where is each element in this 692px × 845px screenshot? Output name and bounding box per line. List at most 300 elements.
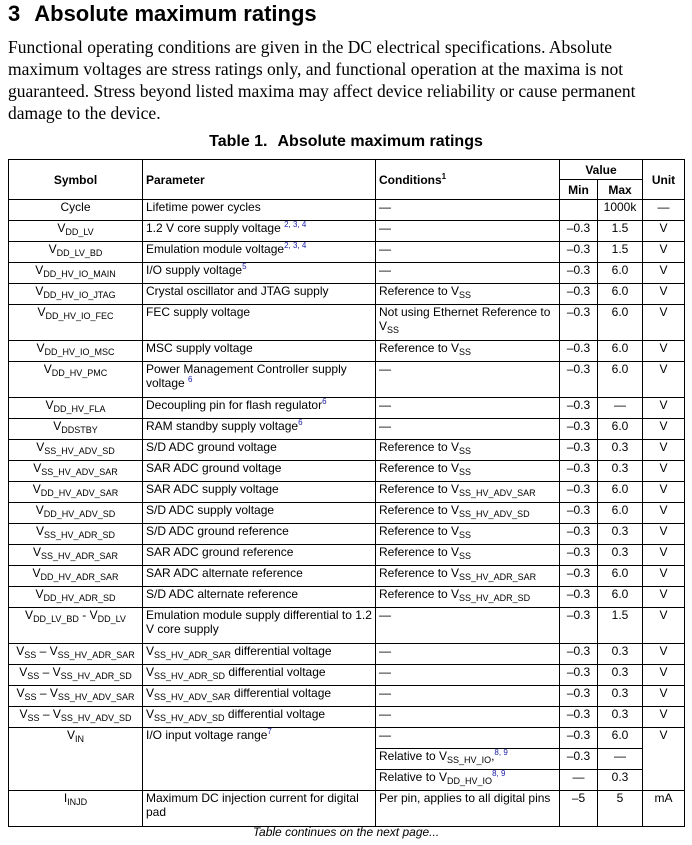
symbol-second-subscript: SS_HV_ADV_SD bbox=[60, 713, 132, 723]
symbol-base: V bbox=[36, 341, 45, 355]
conditions-footnote-ref: 8, 9 bbox=[494, 748, 508, 757]
symbol-cell bbox=[9, 200, 143, 221]
symbol-subscript: DD_HV_ADV_SAR bbox=[40, 488, 119, 498]
header-parameter: Parameter bbox=[143, 160, 376, 200]
min-cell: –0.3 bbox=[560, 284, 598, 305]
parameter-cell bbox=[143, 665, 376, 686]
parameter-subscript: SS_HV_ADR_SD bbox=[154, 671, 226, 681]
symbol-cell bbox=[9, 461, 143, 482]
symbol-subscript: DD_HV_IO_JTAG bbox=[43, 290, 116, 300]
conditions-text: — bbox=[379, 263, 391, 277]
symbol-cell bbox=[9, 791, 143, 827]
min-cell: –5 bbox=[560, 791, 598, 827]
parameter-footnote-ref: 6 bbox=[322, 397, 327, 406]
symbol-subscript: DD_HV_ADR_SD bbox=[43, 593, 116, 603]
table-row bbox=[9, 461, 685, 482]
parameter-text: 1.2 V core supply voltage bbox=[146, 221, 285, 235]
parameter-subscript: SS_HV_ADV_SD bbox=[154, 713, 225, 723]
conditions-text: Reference to V bbox=[379, 503, 460, 517]
table-row bbox=[9, 566, 685, 587]
table-row bbox=[9, 587, 685, 608]
parameter-cell bbox=[143, 398, 376, 419]
table-caption bbox=[0, 132, 692, 152]
conditions-text: — bbox=[379, 200, 391, 214]
header-unit: Unit bbox=[643, 160, 685, 200]
conditions-subscript: SS bbox=[459, 446, 472, 456]
min-cell: –0.3 bbox=[560, 398, 598, 419]
unit-cell: V bbox=[643, 503, 685, 524]
table-row bbox=[9, 263, 685, 284]
max-cell: 6.0 bbox=[598, 587, 643, 608]
unit-cell: V bbox=[643, 461, 685, 482]
parameter-text: S/D ADC alternate reference bbox=[146, 587, 299, 601]
conditions-footnote-ref: 8, 9 bbox=[492, 769, 506, 778]
parameter-cell bbox=[143, 305, 376, 341]
symbol-subscript: IN bbox=[75, 734, 84, 744]
conditions-text: Relative to V bbox=[379, 749, 448, 763]
unit-cell: V bbox=[643, 305, 685, 341]
conditions-cell bbox=[376, 545, 560, 566]
symbol-subscript: DD_HV_IO_FEC bbox=[45, 311, 114, 321]
conditions-subscript: SS_HV_ADV_SD bbox=[459, 509, 530, 519]
parameter-text: SAR ADC ground reference bbox=[146, 545, 294, 559]
table-row bbox=[9, 341, 685, 362]
unit-cell: V bbox=[643, 221, 685, 242]
conditions-text: — bbox=[379, 221, 391, 235]
table-row bbox=[9, 728, 685, 749]
table-row bbox=[9, 503, 685, 524]
min-cell: –0.3 bbox=[560, 242, 598, 263]
parameter-text: S/D ADC ground voltage bbox=[146, 440, 277, 454]
conditions-cell bbox=[376, 263, 560, 284]
unit-cell: V bbox=[643, 665, 685, 686]
unit-cell: V bbox=[643, 263, 685, 284]
parameter-cell bbox=[143, 482, 376, 503]
symbol-subscript: SS_HV_ADV_SAR bbox=[41, 467, 118, 477]
unit-cell: V bbox=[643, 707, 685, 728]
symbol-subscript: DDSTBY bbox=[61, 425, 98, 435]
header-conditions-note: 1 bbox=[441, 171, 447, 181]
symbol-base: V bbox=[32, 482, 41, 496]
parameter-text: V bbox=[146, 665, 155, 679]
max-cell: 6.0 bbox=[598, 284, 643, 305]
conditions-text: Reference to V bbox=[379, 566, 460, 580]
continuation-note: Table continues on the next page... bbox=[252, 825, 440, 839]
table-row bbox=[9, 791, 685, 827]
symbol-base: V bbox=[16, 686, 25, 700]
symbol-cell bbox=[9, 665, 143, 686]
parameter-subscript: SS_HV_ADR_SAR bbox=[154, 650, 232, 660]
parameter-text: Emulation module supply differential to 1.2 V core supply bbox=[146, 608, 372, 636]
symbol-base: V bbox=[48, 242, 57, 256]
parameter-footnote-ref: 2, 3, 4 bbox=[284, 241, 307, 250]
conditions-cell bbox=[376, 770, 560, 791]
symbol-cell bbox=[9, 545, 143, 566]
max-cell: 1000k bbox=[598, 200, 643, 221]
parameter-cell bbox=[143, 545, 376, 566]
conditions-tail: , bbox=[491, 749, 495, 763]
parameter-text: I/O input voltage range bbox=[146, 728, 268, 742]
conditions-cell bbox=[376, 728, 560, 749]
parameter-cell bbox=[143, 524, 376, 545]
max-cell: 6.0 bbox=[598, 728, 643, 749]
symbol-base: V bbox=[33, 461, 42, 475]
symbol-cell bbox=[9, 263, 143, 284]
parameter-footnote-ref: 6 bbox=[188, 375, 193, 384]
conditions-text: — bbox=[379, 242, 391, 256]
conditions-text: — bbox=[379, 398, 391, 412]
symbol-cell bbox=[9, 398, 143, 419]
conditions-cell bbox=[376, 566, 560, 587]
conditions-text: Not using Ethernet Reference to V bbox=[379, 305, 551, 333]
symbol-cell bbox=[9, 362, 143, 398]
symbol-cell bbox=[9, 242, 143, 263]
table-row bbox=[9, 242, 685, 263]
max-cell: 0.3 bbox=[598, 770, 643, 791]
min-cell: –0.3 bbox=[560, 566, 598, 587]
parameter-tail: differential voltage bbox=[225, 665, 326, 679]
parameter-cell bbox=[143, 440, 376, 461]
conditions-cell bbox=[376, 362, 560, 398]
max-cell: 5 bbox=[598, 791, 643, 827]
parameter-cell bbox=[143, 503, 376, 524]
symbol-base: V bbox=[25, 608, 34, 622]
min-cell: –0.3 bbox=[560, 305, 598, 341]
min-cell bbox=[560, 200, 598, 221]
min-cell: –0.3 bbox=[560, 440, 598, 461]
unit-cell: mA bbox=[643, 791, 685, 827]
table-row bbox=[9, 524, 685, 545]
unit-cell: V bbox=[643, 608, 685, 644]
min-cell: — bbox=[560, 770, 598, 791]
symbol-cell bbox=[9, 482, 143, 503]
conditions-cell bbox=[376, 524, 560, 545]
conditions-text: Relative to V bbox=[379, 770, 448, 784]
parameter-text: V bbox=[146, 686, 155, 700]
ratings-table bbox=[8, 159, 685, 827]
conditions-cell bbox=[376, 749, 560, 770]
parameter-text: SAR ADC alternate reference bbox=[146, 566, 303, 580]
conditions-text: — bbox=[379, 644, 391, 658]
conditions-text: — bbox=[379, 686, 391, 700]
conditions-subscript: SS_HV_IO bbox=[447, 755, 492, 765]
table-title: Absolute maximum ratings bbox=[277, 133, 483, 150]
min-cell: –0.3 bbox=[560, 686, 598, 707]
max-cell: 6.0 bbox=[598, 566, 643, 587]
symbol-second-subscript: SS_HV_ADR_SD bbox=[60, 671, 132, 681]
min-cell: –0.3 bbox=[560, 608, 598, 644]
symbol-subscript: SS bbox=[27, 713, 40, 723]
table-row bbox=[9, 665, 685, 686]
min-cell: –0.3 bbox=[560, 644, 598, 665]
conditions-text: — bbox=[379, 362, 391, 376]
symbol-base: V bbox=[35, 524, 44, 538]
symbol-cell bbox=[9, 644, 143, 665]
unit-cell: V bbox=[643, 341, 685, 362]
header-conditions bbox=[376, 160, 560, 200]
unit-cell: V bbox=[643, 545, 685, 566]
table-row bbox=[9, 284, 685, 305]
symbol-base: V bbox=[37, 305, 46, 319]
parameter-cell bbox=[143, 419, 376, 440]
max-cell: 6.0 bbox=[598, 503, 643, 524]
parameter-text: RAM standby supply voltage bbox=[146, 419, 299, 433]
max-cell: 6.0 bbox=[598, 263, 643, 284]
parameter-cell bbox=[143, 341, 376, 362]
conditions-subscript: SS_HV_ADR_SD bbox=[459, 593, 531, 603]
unit-cell: V bbox=[643, 242, 685, 263]
symbol-cell bbox=[9, 566, 143, 587]
unit-cell: V bbox=[643, 686, 685, 707]
symbol-base: V bbox=[32, 566, 41, 580]
symbol-base: V bbox=[36, 440, 45, 454]
conditions-subscript: SS bbox=[459, 467, 472, 477]
symbol-subscript: DD_HV_ADR_SAR bbox=[40, 572, 119, 582]
parameter-cell bbox=[143, 221, 376, 242]
header-value: Value bbox=[560, 160, 643, 180]
max-cell: 0.3 bbox=[598, 461, 643, 482]
conditions-cell bbox=[376, 221, 560, 242]
table-row bbox=[9, 686, 685, 707]
conditions-text: Reference to V bbox=[379, 587, 460, 601]
symbol-base: I bbox=[63, 791, 68, 805]
symbol-cell bbox=[9, 284, 143, 305]
parameter-text: Crystal oscillator and JTAG supply bbox=[146, 284, 329, 298]
conditions-subscript: SS bbox=[459, 530, 472, 540]
conditions-text: Reference to V bbox=[379, 440, 460, 454]
symbol-subscript: DD_HV_PMC bbox=[51, 368, 108, 378]
table-row bbox=[9, 305, 685, 341]
table-label: Table 1. bbox=[209, 133, 268, 150]
symbol-cell bbox=[9, 305, 143, 341]
min-cell: –0.3 bbox=[560, 545, 598, 566]
unit-cell: V bbox=[643, 440, 685, 461]
parameter-text: Emulation module voltage bbox=[146, 242, 285, 256]
max-cell: 6.0 bbox=[598, 482, 643, 503]
symbol-second: – V bbox=[39, 707, 61, 721]
symbol-base: V bbox=[66, 728, 75, 742]
max-cell: — bbox=[598, 398, 643, 419]
table-row bbox=[9, 545, 685, 566]
conditions-text: — bbox=[379, 608, 391, 622]
min-cell: –0.3 bbox=[560, 749, 598, 770]
unit-cell: V bbox=[643, 398, 685, 419]
min-cell: –0.3 bbox=[560, 524, 598, 545]
max-cell: 0.3 bbox=[598, 707, 643, 728]
max-cell: 6.0 bbox=[598, 419, 643, 440]
parameter-text: V bbox=[146, 644, 155, 658]
conditions-subscript: SS bbox=[387, 325, 400, 335]
parameter-footnote-ref: 5 bbox=[242, 262, 247, 271]
parameter-text: Power Management Controller supply voltage bbox=[146, 362, 347, 390]
max-cell: 0.3 bbox=[598, 440, 643, 461]
parameter-text: SAR ADC ground voltage bbox=[146, 461, 282, 475]
parameter-cell bbox=[143, 461, 376, 482]
conditions-text: Reference to V bbox=[379, 461, 460, 475]
symbol-subscript: DD_LV_BD bbox=[33, 614, 79, 624]
conditions-text: — bbox=[379, 707, 391, 721]
parameter-cell bbox=[143, 587, 376, 608]
min-cell: –0.3 bbox=[560, 221, 598, 242]
parameter-text: MSC supply voltage bbox=[146, 341, 253, 355]
symbol-second-subscript: DD_LV bbox=[97, 614, 126, 624]
conditions-cell bbox=[376, 707, 560, 728]
conditions-cell bbox=[376, 440, 560, 461]
conditions-cell: Per pin, applies to all digital pins bbox=[376, 791, 560, 827]
parameter-tail: differential voltage bbox=[224, 707, 326, 721]
max-cell: 0.3 bbox=[598, 644, 643, 665]
parameter-cell bbox=[143, 284, 376, 305]
table-row bbox=[9, 200, 685, 221]
unit-cell: V bbox=[643, 284, 685, 305]
symbol-cell bbox=[9, 524, 143, 545]
symbol-subscript: SS bbox=[27, 671, 40, 681]
header-symbol: Symbol bbox=[9, 160, 143, 200]
max-cell: 6.0 bbox=[598, 305, 643, 341]
parameter-cell bbox=[143, 263, 376, 284]
min-cell: –0.3 bbox=[560, 419, 598, 440]
symbol-cell bbox=[9, 419, 143, 440]
symbol-cell bbox=[9, 341, 143, 362]
symbol-cell bbox=[9, 503, 143, 524]
parameter-cell bbox=[143, 686, 376, 707]
conditions-text: — bbox=[379, 665, 391, 679]
min-cell: –0.3 bbox=[560, 263, 598, 284]
symbol-base: V bbox=[45, 398, 54, 412]
conditions-subscript: SS bbox=[459, 551, 472, 561]
conditions-cell bbox=[376, 608, 560, 644]
max-cell: 1.5 bbox=[598, 242, 643, 263]
conditions-cell bbox=[376, 242, 560, 263]
symbol-second: – V bbox=[36, 686, 58, 700]
symbol-second: – V bbox=[39, 665, 61, 679]
parameter-footnote-ref: 7 bbox=[267, 727, 272, 736]
symbol-subscript: DD_HV_IO_MSC bbox=[44, 347, 115, 357]
unit-cell: V bbox=[643, 644, 685, 665]
conditions-cell bbox=[376, 665, 560, 686]
symbol-base: V bbox=[16, 644, 25, 658]
max-cell: 0.3 bbox=[598, 545, 643, 566]
min-cell: –0.3 bbox=[560, 482, 598, 503]
parameter-cell bbox=[143, 707, 376, 728]
conditions-cell bbox=[376, 482, 560, 503]
conditions-cell bbox=[376, 461, 560, 482]
table-row bbox=[9, 221, 685, 242]
symbol-base: V bbox=[57, 221, 66, 235]
conditions-subscript: SS bbox=[459, 347, 472, 357]
table-row bbox=[9, 362, 685, 398]
min-cell: –0.3 bbox=[560, 728, 598, 749]
max-cell: 6.0 bbox=[598, 362, 643, 398]
conditions-cell bbox=[376, 419, 560, 440]
parameter-text: FEC supply voltage bbox=[146, 305, 251, 319]
symbol-base: V bbox=[19, 665, 28, 679]
max-cell: 0.3 bbox=[598, 686, 643, 707]
symbol-base: V bbox=[43, 362, 52, 376]
parameter-cell bbox=[143, 644, 376, 665]
parameter-text: Lifetime power cycles bbox=[146, 200, 261, 214]
conditions-text: Reference to V bbox=[379, 482, 460, 496]
parameter-text: SAR ADC supply voltage bbox=[146, 482, 279, 496]
symbol-subscript: SS bbox=[24, 650, 37, 660]
table-row bbox=[9, 707, 685, 728]
symbol-base: Cycle bbox=[60, 200, 91, 214]
parameter-tail: differential voltage bbox=[231, 644, 332, 658]
parameter-tail: differential voltage bbox=[230, 686, 332, 700]
conditions-text: Reference to V bbox=[379, 524, 460, 538]
unit-cell: V bbox=[643, 566, 685, 587]
symbol-cell bbox=[9, 707, 143, 728]
symbol-subscript: SS_HV_ADR_SAR bbox=[40, 551, 119, 561]
conditions-cell bbox=[376, 644, 560, 665]
unit-cell: V bbox=[643, 587, 685, 608]
table-row bbox=[9, 608, 685, 644]
symbol-cell bbox=[9, 587, 143, 608]
parameter-text: S/D ADC supply voltage bbox=[146, 503, 275, 517]
table-row bbox=[9, 440, 685, 461]
symbol-base: V bbox=[35, 284, 44, 298]
unit-cell: — bbox=[643, 200, 685, 221]
table-row bbox=[9, 419, 685, 440]
min-cell: –0.3 bbox=[560, 665, 598, 686]
conditions-cell bbox=[376, 305, 560, 341]
max-cell: — bbox=[598, 749, 643, 770]
conditions-text: Reference to V bbox=[379, 545, 460, 559]
conditions-subscript: SS_HV_ADV_SAR bbox=[459, 488, 536, 498]
parameter-cell bbox=[143, 566, 376, 587]
parameter-cell bbox=[143, 362, 376, 398]
symbol-cell bbox=[9, 608, 143, 644]
parameter-subscript: SS_HV_ADV_SAR bbox=[154, 692, 231, 702]
symbol-cell bbox=[9, 221, 143, 242]
symbol-subscript: DD_LV_BD bbox=[56, 248, 103, 258]
symbol-subscript: DD_HV_FLA bbox=[53, 404, 106, 414]
parameter-footnote-ref: 2, 3, 4 bbox=[284, 220, 307, 229]
symbol-second-subscript: SS_HV_ADR_SAR bbox=[57, 650, 135, 660]
table-body bbox=[9, 200, 685, 827]
symbol-base: V bbox=[19, 707, 28, 721]
conditions-text: — bbox=[379, 419, 391, 433]
symbol-base: V bbox=[35, 263, 44, 277]
conditions-subscript: SS_HV_ADR_SAR bbox=[459, 572, 537, 582]
symbol-cell bbox=[9, 728, 143, 791]
unit-cell: V bbox=[643, 482, 685, 503]
max-cell: 1.5 bbox=[598, 608, 643, 644]
parameter-text: Decoupling pin for flash regulator bbox=[146, 398, 323, 412]
symbol-subscript: SS_HV_ADV_SD bbox=[44, 446, 115, 456]
min-cell: –0.3 bbox=[560, 341, 598, 362]
symbol-cell bbox=[9, 440, 143, 461]
symbol-base: V bbox=[35, 587, 44, 601]
symbol-second: – V bbox=[36, 644, 58, 658]
symbol-second-subscript: SS_HV_ADV_SAR bbox=[57, 692, 135, 702]
conditions-cell bbox=[376, 341, 560, 362]
parameter-footnote-ref: 6 bbox=[298, 418, 303, 427]
min-cell: –0.3 bbox=[560, 461, 598, 482]
max-cell: 1.5 bbox=[598, 221, 643, 242]
parameter-cell: Maximum DC injection current for digital pad bbox=[143, 791, 376, 827]
min-cell: –0.3 bbox=[560, 707, 598, 728]
symbol-subscript: DD_HV_IO_MAIN bbox=[43, 269, 116, 279]
symbol-base: V bbox=[53, 419, 62, 433]
conditions-cell bbox=[376, 503, 560, 524]
conditions-cell bbox=[376, 398, 560, 419]
conditions-subscript: SS bbox=[459, 290, 472, 300]
conditions-text: Reference to V bbox=[379, 284, 460, 298]
conditions-cell bbox=[376, 686, 560, 707]
intro-paragraph: Functional operating conditions are given in the DC electrical specifications. Absolute maximum voltages are stress ratings only, and functional operation at the maxima is not guaranteed. Stress beyond listed maxima may affect device reliability or cause permanent damage to the device. bbox=[8, 37, 636, 123]
symbol-subscript: DD_HV_ADV_SD bbox=[43, 509, 116, 519]
